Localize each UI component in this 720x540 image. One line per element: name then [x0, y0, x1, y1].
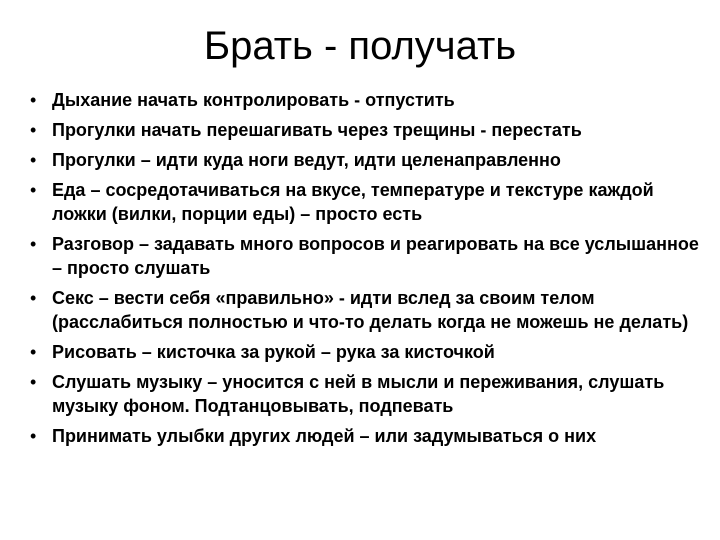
list-item-text: Прогулки начать перешагивать через трещины - перестать — [52, 120, 582, 140]
list-item-text: Секс – вести себя «правильно» - идти вслед за своим телом (расслабиться полностью и что-то делать когда не можешь не делать) — [52, 288, 689, 332]
bullet-icon: • — [30, 372, 37, 392]
list-item — [30, 118, 702, 142]
list-item — [30, 148, 702, 172]
bullet-icon: • — [30, 342, 37, 362]
bullet-icon: • — [30, 234, 37, 254]
list-item — [30, 88, 702, 112]
list-item — [30, 232, 702, 280]
list-item-text: Еда – сосредотачиваться на вкусе, температуре и текстуре каждой ложки (вилки, порции еды) – просто есть — [52, 180, 654, 224]
bullet-icon: • — [30, 150, 37, 170]
bullet-icon: • — [30, 426, 37, 446]
list-item — [30, 370, 702, 418]
list-item-text: Слушать музыку – уносится с ней в мысли и переживания, слушать музыку фоном. Подтанцовывать, подпевать — [52, 372, 665, 416]
bullet-icon: • — [30, 90, 37, 110]
list-item — [30, 424, 702, 448]
list-item-text: Разговор – задавать много вопросов и реагировать на все услышанное – просто слушать — [52, 234, 699, 278]
list-item-text: Прогулки – идти куда ноги ведут, идти целенаправленно — [52, 150, 561, 170]
list-item-text: Рисовать – кисточка за рукой – рука за кисточкой — [52, 342, 495, 362]
list-item — [30, 340, 702, 364]
list-item-text: Принимать улыбки других людей – или задумываться о них — [52, 426, 597, 446]
bullet-icon: • — [30, 180, 37, 200]
bullet-icon: • — [30, 288, 37, 308]
bullet-list — [30, 88, 702, 454]
list-item — [30, 178, 702, 226]
list-item — [30, 286, 702, 334]
list-item-text: Дыхание начать контролировать - отпустить — [52, 90, 455, 110]
slide-title: Брать - получать — [203, 24, 517, 68]
bullet-icon: • — [30, 120, 37, 140]
